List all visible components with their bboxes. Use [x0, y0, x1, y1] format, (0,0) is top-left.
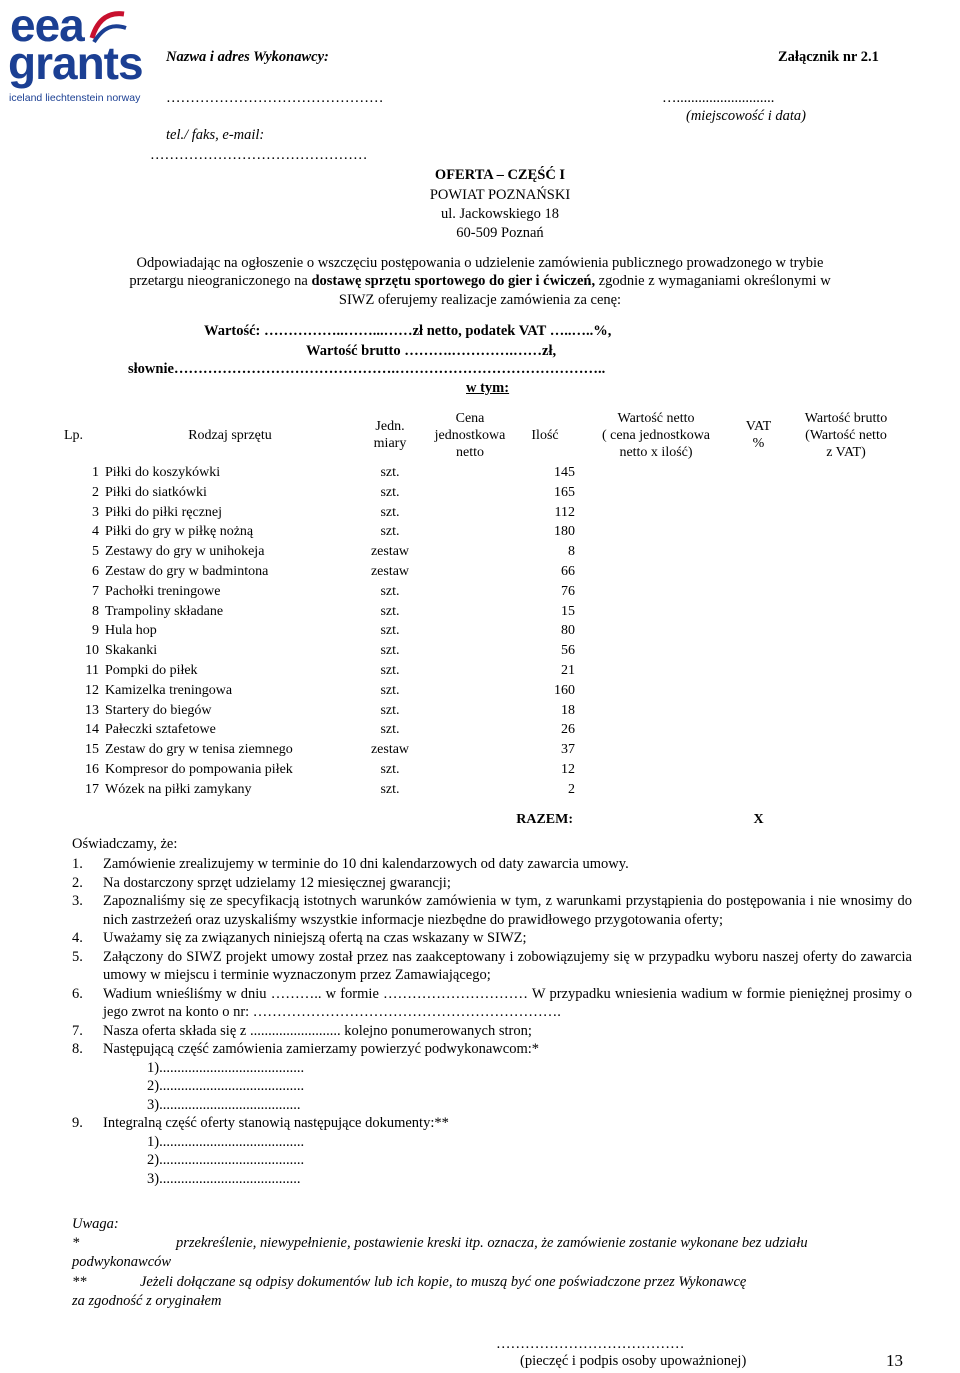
declaration-item-6 — [72, 985, 912, 1022]
row-brutto — [786, 503, 906, 523]
intro-text-a: przetargu nieograniczonego na — [129, 273, 312, 289]
intro-subject: dostawę sprzętu sportowego do gier i ćwiczeń, — [311, 273, 596, 289]
row-name: Skakanki — [105, 643, 158, 659]
row-lp: 15 — [85, 742, 99, 758]
header-price-l1: Cena — [455, 410, 485, 426]
row-unit-price — [425, 701, 515, 721]
annex-label: Załącznik nr 2.1 — [778, 49, 879, 65]
row-unit: szt. — [380, 722, 400, 738]
row-vat — [731, 621, 786, 641]
row-lp: 12 — [85, 682, 99, 698]
item-text: Wadium wnieśliśmy w dniu ……….. w formie ………………………… W przypadku wniesienia wadium w formie pieniężnej prosimy o jego zwrot na konto o nr: ………………………………………………………. — [103, 985, 912, 1020]
row-vat — [731, 542, 786, 562]
header-unit-l1: Jedn. — [375, 419, 405, 434]
phone-dots: ……………………………………… — [150, 147, 368, 163]
row-netto — [581, 760, 731, 780]
table-row — [60, 760, 906, 780]
row-lp: 5 — [92, 544, 99, 560]
declarations-list — [72, 855, 912, 1188]
row-brutto — [786, 621, 906, 641]
intro-line-2 — [60, 273, 900, 290]
row-vat — [731, 740, 786, 760]
row-unit-price — [425, 740, 515, 760]
intro-line-1: Odpowiadając na ogłoszenie o wszczęciu postępowania o udzielenie zamówienia publicznego prowadzonego w trybie — [136, 255, 824, 271]
declaration-item-7 — [72, 1022, 912, 1041]
notes-heading: Uwaga: — [72, 1216, 119, 1232]
row-lp: 17 — [85, 781, 99, 797]
header-brutto-l3: z VAT) — [826, 444, 866, 460]
row-brutto — [786, 522, 906, 542]
declaration-item-3 — [72, 892, 912, 929]
row-vat — [731, 780, 786, 800]
row-netto — [581, 483, 731, 503]
row-brutto — [786, 760, 906, 780]
item-number: 8. — [72, 1041, 83, 1057]
table-row — [60, 661, 906, 681]
declaration-item-8 — [72, 1040, 912, 1059]
row-name: Pachołki treningowe — [105, 583, 221, 599]
row-name: Kompresor do pompowania piłek — [105, 761, 293, 777]
row-brutto — [786, 582, 906, 602]
table-row — [60, 720, 906, 740]
note2-cont: za zgodność z oryginałem — [72, 1293, 222, 1309]
row-unit: szt. — [380, 504, 400, 520]
row-netto — [581, 661, 731, 681]
total-vat: X — [753, 811, 764, 827]
table-row — [60, 463, 906, 483]
item-text: Zamówienie zrealizujemy w terminie do 10 dni kalendarzowych od daty zawarcia umowy. — [103, 856, 629, 872]
row-lp: 14 — [85, 722, 99, 738]
row-unit: szt. — [380, 781, 400, 797]
item-number: 3. — [72, 893, 83, 909]
row-brutto — [786, 641, 906, 661]
item-text: Na dostarczony sprzęt udzielamy 12 miesięcznej gwarancji; — [103, 874, 451, 891]
row-name: Piłki do gry w piłkę nożną — [105, 524, 254, 540]
header-netto — [581, 407, 731, 463]
row-vat — [731, 582, 786, 602]
row-lp: 7 — [92, 583, 99, 599]
table-row — [60, 740, 906, 760]
row-qty: 15 — [561, 603, 575, 619]
row-name: Zestawy do gry w unihokeja — [105, 544, 265, 560]
row-name: Trampoliny składane — [105, 603, 224, 619]
declaration-item-4 — [72, 929, 912, 948]
row-vat — [731, 483, 786, 503]
table-row — [60, 701, 906, 721]
row-vat — [731, 641, 786, 661]
header-brutto-l2: (Wartość netto — [805, 427, 887, 443]
table-row — [60, 542, 906, 562]
row-vat — [731, 522, 786, 542]
intro-text-c: zgodnie z wymaganiami określonymi w — [595, 273, 831, 289]
row-lp: 8 — [92, 603, 99, 619]
row-netto — [581, 681, 731, 701]
row-netto — [581, 562, 731, 582]
row-unit: szt. — [380, 761, 400, 777]
document-line-3: 3)....................................... — [147, 1170, 301, 1187]
row-unit: szt. — [380, 643, 400, 659]
page-number: 13 — [886, 1351, 903, 1370]
row-netto — [581, 522, 731, 542]
item-text: Integralną część oferty stanowią następujące dokumenty:** — [103, 1115, 449, 1131]
row-unit-price — [425, 760, 515, 780]
item-text: Następującą część zamówienia zamierzamy powierzyć podwykonawcom:* — [103, 1041, 540, 1057]
declarations-heading: Oświadczamy, że: — [72, 836, 178, 852]
row-name: Wózek na piłki zamykany — [105, 781, 252, 797]
items-table — [60, 407, 906, 830]
total-brutto — [786, 800, 906, 830]
row-qty: 66 — [561, 563, 575, 579]
header-vat — [731, 407, 786, 463]
row-unit: szt. — [380, 524, 400, 540]
row-qty: 112 — [554, 504, 575, 520]
row-lp: 13 — [85, 702, 99, 718]
row-brutto — [786, 542, 906, 562]
logo-grants: grants — [8, 37, 143, 89]
row-netto — [581, 602, 731, 622]
contractor-dots: ……………………………………… — [166, 90, 384, 106]
row-unit-price — [425, 720, 515, 740]
row-lp: 6 — [92, 563, 99, 579]
table-total-row — [60, 800, 906, 830]
note2-text: Jeżeli dołączane są odpisy dokumentów lub ich kopie, to muszą być one poświadczone przez Wykonawcę — [140, 1274, 747, 1290]
row-unit: szt. — [380, 682, 400, 698]
header-netto-l2: ( cena jednostkowa — [601, 427, 711, 443]
row-brutto — [786, 661, 906, 681]
item-number: 7. — [72, 1022, 83, 1039]
row-unit: szt. — [380, 583, 400, 599]
row-vat — [731, 720, 786, 740]
recipient-street: ul. Jackowskiego 18 — [441, 206, 559, 222]
row-qty: 26 — [561, 722, 575, 738]
item-text: Zapoznaliśmy się ze specyfikacją istotnych warunków zamówienia w tym, z warunkami przystąpienia do postępowania i nie wnosimy do nich zastrzeżeń oraz uzyskaliśmy wszystkie informacje niezbędne do prawidłowego przygotowania oferty; — [103, 893, 912, 928]
header-netto-l1: Wartość netto — [617, 410, 695, 426]
row-name: Startery do biegów — [105, 702, 212, 718]
table-row — [60, 522, 906, 542]
price-value-line: Wartość: ……………..……...……zł netto, podatek VAT …..…..%, — [204, 323, 612, 339]
row-name: Hula hop — [105, 623, 157, 639]
table-header-row — [60, 407, 906, 463]
table-row — [60, 602, 906, 622]
item-number: 1. — [72, 856, 83, 872]
row-vat — [731, 681, 786, 701]
logo-countries: iceland liechtenstein norway — [9, 92, 141, 104]
row-netto — [581, 720, 731, 740]
row-unit: szt. — [380, 465, 400, 480]
row-brutto — [786, 740, 906, 760]
item-number: 2. — [72, 874, 83, 891]
row-netto — [581, 582, 731, 602]
table-row — [60, 621, 906, 641]
item-text: Uważamy się za związanych niniejszą ofertą na czas wskazany w SIWZ; — [103, 930, 527, 946]
header-price-l2: jednostkowa — [434, 427, 506, 443]
declaration-item-5 — [72, 948, 912, 985]
row-qty: 76 — [561, 583, 575, 599]
document-line-1: 1)........................................ — [147, 1133, 305, 1150]
row-lp: 9 — [92, 623, 99, 639]
row-vat — [731, 701, 786, 721]
row-netto — [581, 641, 731, 661]
row-brutto — [786, 720, 906, 740]
logo-eea: eea — [10, 0, 84, 51]
row-netto — [581, 780, 731, 800]
row-lp: 2 — [92, 484, 99, 500]
row-qty: 37 — [561, 742, 575, 758]
row-qty: 145 — [554, 465, 575, 480]
header-price — [425, 407, 515, 463]
row-unit: szt. — [380, 603, 400, 619]
row-unit: szt. — [380, 484, 400, 500]
header-vat-l1: VAT — [745, 419, 772, 434]
header-unit — [355, 407, 425, 463]
row-name: Pompki do piłek — [105, 662, 198, 678]
recipient-name: POWIAT POZNAŃSKI — [429, 187, 571, 203]
logo-flag-mark — [88, 8, 128, 44]
row-netto — [581, 503, 731, 523]
header-unit-l2: miary — [373, 436, 407, 451]
row-name: Piłki do siatkówki — [105, 484, 207, 500]
note1-mark: * — [72, 1235, 80, 1251]
declaration-item-9 — [72, 1114, 912, 1133]
subcontractor-line-2: 2)........................................ — [147, 1078, 305, 1094]
row-unit-price — [425, 621, 515, 641]
recipient-city: 60-509 Poznań — [456, 225, 544, 241]
table-row — [60, 582, 906, 602]
row-brutto — [786, 701, 906, 721]
row-unit-price — [425, 463, 515, 483]
table-row — [60, 681, 906, 701]
row-unit-price — [425, 582, 515, 602]
place-date-label: (miejscowość i data) — [686, 108, 807, 124]
subcontractor-line-3: 3)....................................... — [147, 1096, 301, 1113]
declaration-item-2 — [72, 874, 912, 893]
signature-label: (pieczęć i podpis osoby upoważnionej) — [520, 1353, 747, 1369]
row-netto — [581, 701, 731, 721]
table-row — [60, 780, 906, 800]
row-unit-price — [425, 780, 515, 800]
price-gross-line: Wartość brutto ……….………….……zł, — [306, 343, 557, 359]
row-unit: zestaw — [370, 544, 410, 560]
price-w-tym: w tym: — [466, 380, 510, 396]
table-row — [60, 641, 906, 661]
row-unit-price — [425, 542, 515, 562]
row-qty: 56 — [561, 643, 575, 659]
note1-cont: podwykonawców — [72, 1254, 172, 1270]
row-qty: 160 — [554, 682, 575, 698]
row-netto — [581, 463, 731, 483]
row-vat — [731, 562, 786, 582]
row-brutto — [786, 562, 906, 582]
row-vat — [731, 760, 786, 780]
signature-dots: ………………………………… — [496, 1336, 685, 1352]
row-vat — [731, 661, 786, 681]
offer-title: OFERTA – CZĘŚĆ I — [434, 167, 566, 183]
row-unit-price — [425, 641, 515, 661]
row-brutto — [786, 780, 906, 800]
row-qty: 8 — [568, 544, 575, 560]
header-netto-l3: netto x ilość) — [619, 444, 693, 460]
row-qty: 21 — [561, 662, 575, 678]
note1-text: przekreślenie, niewypełnienie, postawienie kreski itp. oznacza, że zamówienie zostanie wykonane bez udziału — [176, 1235, 808, 1251]
phone-label: tel./ faks, e-mail: — [166, 127, 265, 143]
row-netto — [581, 542, 731, 562]
item-number: 9. — [72, 1115, 83, 1131]
row-lp: 1 — [92, 465, 99, 480]
row-unit-price — [425, 562, 515, 582]
row-unit-price — [425, 483, 515, 503]
item-text: Załączony do SIWZ projekt umowy został przez nas zaakceptowany i zobowiązujemy się w przypadku wyboru naszej oferty do zawarcia umowy w miejscu i terminie wyznaczonym przez Zamawiającego; — [103, 948, 912, 983]
row-unit: zestaw — [370, 563, 410, 579]
note2-mark: ** — [72, 1274, 87, 1290]
intro-line-3: SIWZ oferujemy realizacje zamówienia za cenę: — [338, 292, 622, 308]
row-lp: 3 — [92, 504, 99, 520]
header-vat-l2: % — [752, 436, 765, 451]
header-lp: Lp. — [64, 427, 84, 443]
item-number: 6. — [72, 985, 83, 1002]
row-name: Piłki do koszykówki — [105, 465, 221, 480]
row-qty: 2 — [568, 781, 575, 797]
row-unit: szt. — [380, 623, 400, 639]
subcontractor-line-1: 1)........................................ — [147, 1059, 305, 1076]
row-netto — [581, 740, 731, 760]
row-vat — [731, 602, 786, 622]
row-unit: zestaw — [370, 742, 410, 758]
row-unit: szt. — [380, 702, 400, 718]
contractor-label: Nazwa i adres Wykonawcy: — [166, 49, 329, 65]
row-brutto — [786, 602, 906, 622]
total-netto — [581, 800, 731, 830]
row-lp: 10 — [85, 643, 99, 659]
row-name: Kamizelka treningowa — [105, 682, 233, 698]
header-qty: Ilość — [531, 427, 559, 443]
row-lp: 11 — [85, 662, 99, 678]
row-unit-price — [425, 522, 515, 542]
row-unit-price — [425, 503, 515, 523]
item-number: 5. — [72, 948, 83, 965]
row-unit-price — [425, 661, 515, 681]
row-unit: szt. — [380, 662, 400, 678]
row-name: Piłki do piłki ręcznej — [105, 504, 223, 520]
header-brutto-l1: Wartość brutto — [804, 410, 888, 426]
row-unit-price — [425, 681, 515, 701]
row-name: Zestaw do gry w tenisa ziemnego — [105, 742, 293, 758]
row-brutto — [786, 463, 906, 483]
header-name: Rodzaj sprzętu — [188, 427, 272, 443]
table-row — [60, 503, 906, 523]
row-lp: 4 — [92, 524, 99, 540]
table-row — [60, 483, 906, 503]
table-row — [60, 562, 906, 582]
header-price-l3: netto — [456, 444, 484, 460]
row-name: Pałeczki sztafetowe — [105, 722, 216, 738]
document-line-2: 2)........................................ — [147, 1152, 305, 1168]
row-vat — [731, 503, 786, 523]
place-date-dots: …........................... — [662, 90, 775, 106]
row-unit-price — [425, 602, 515, 622]
total-label: RAZEM: — [516, 811, 573, 827]
row-qty: 12 — [561, 761, 575, 777]
row-qty: 165 — [554, 484, 575, 500]
row-qty: 80 — [561, 623, 575, 639]
item-text: Nasza oferta składa się z ......................... kolejno ponumerowanych stron; — [103, 1022, 532, 1039]
declaration-item-1 — [72, 855, 912, 874]
row-lp: 16 — [85, 761, 99, 777]
row-brutto — [786, 483, 906, 503]
row-brutto — [786, 681, 906, 701]
item-number: 4. — [72, 930, 83, 946]
row-vat — [731, 463, 786, 483]
row-name: Zestaw do gry w badmintona — [105, 563, 269, 579]
price-words-line: słownie……………………………………….…………………………………….. — [128, 361, 606, 377]
header-brutto — [786, 407, 906, 463]
row-netto — [581, 621, 731, 641]
row-qty: 180 — [554, 524, 575, 540]
row-qty: 18 — [561, 702, 575, 718]
